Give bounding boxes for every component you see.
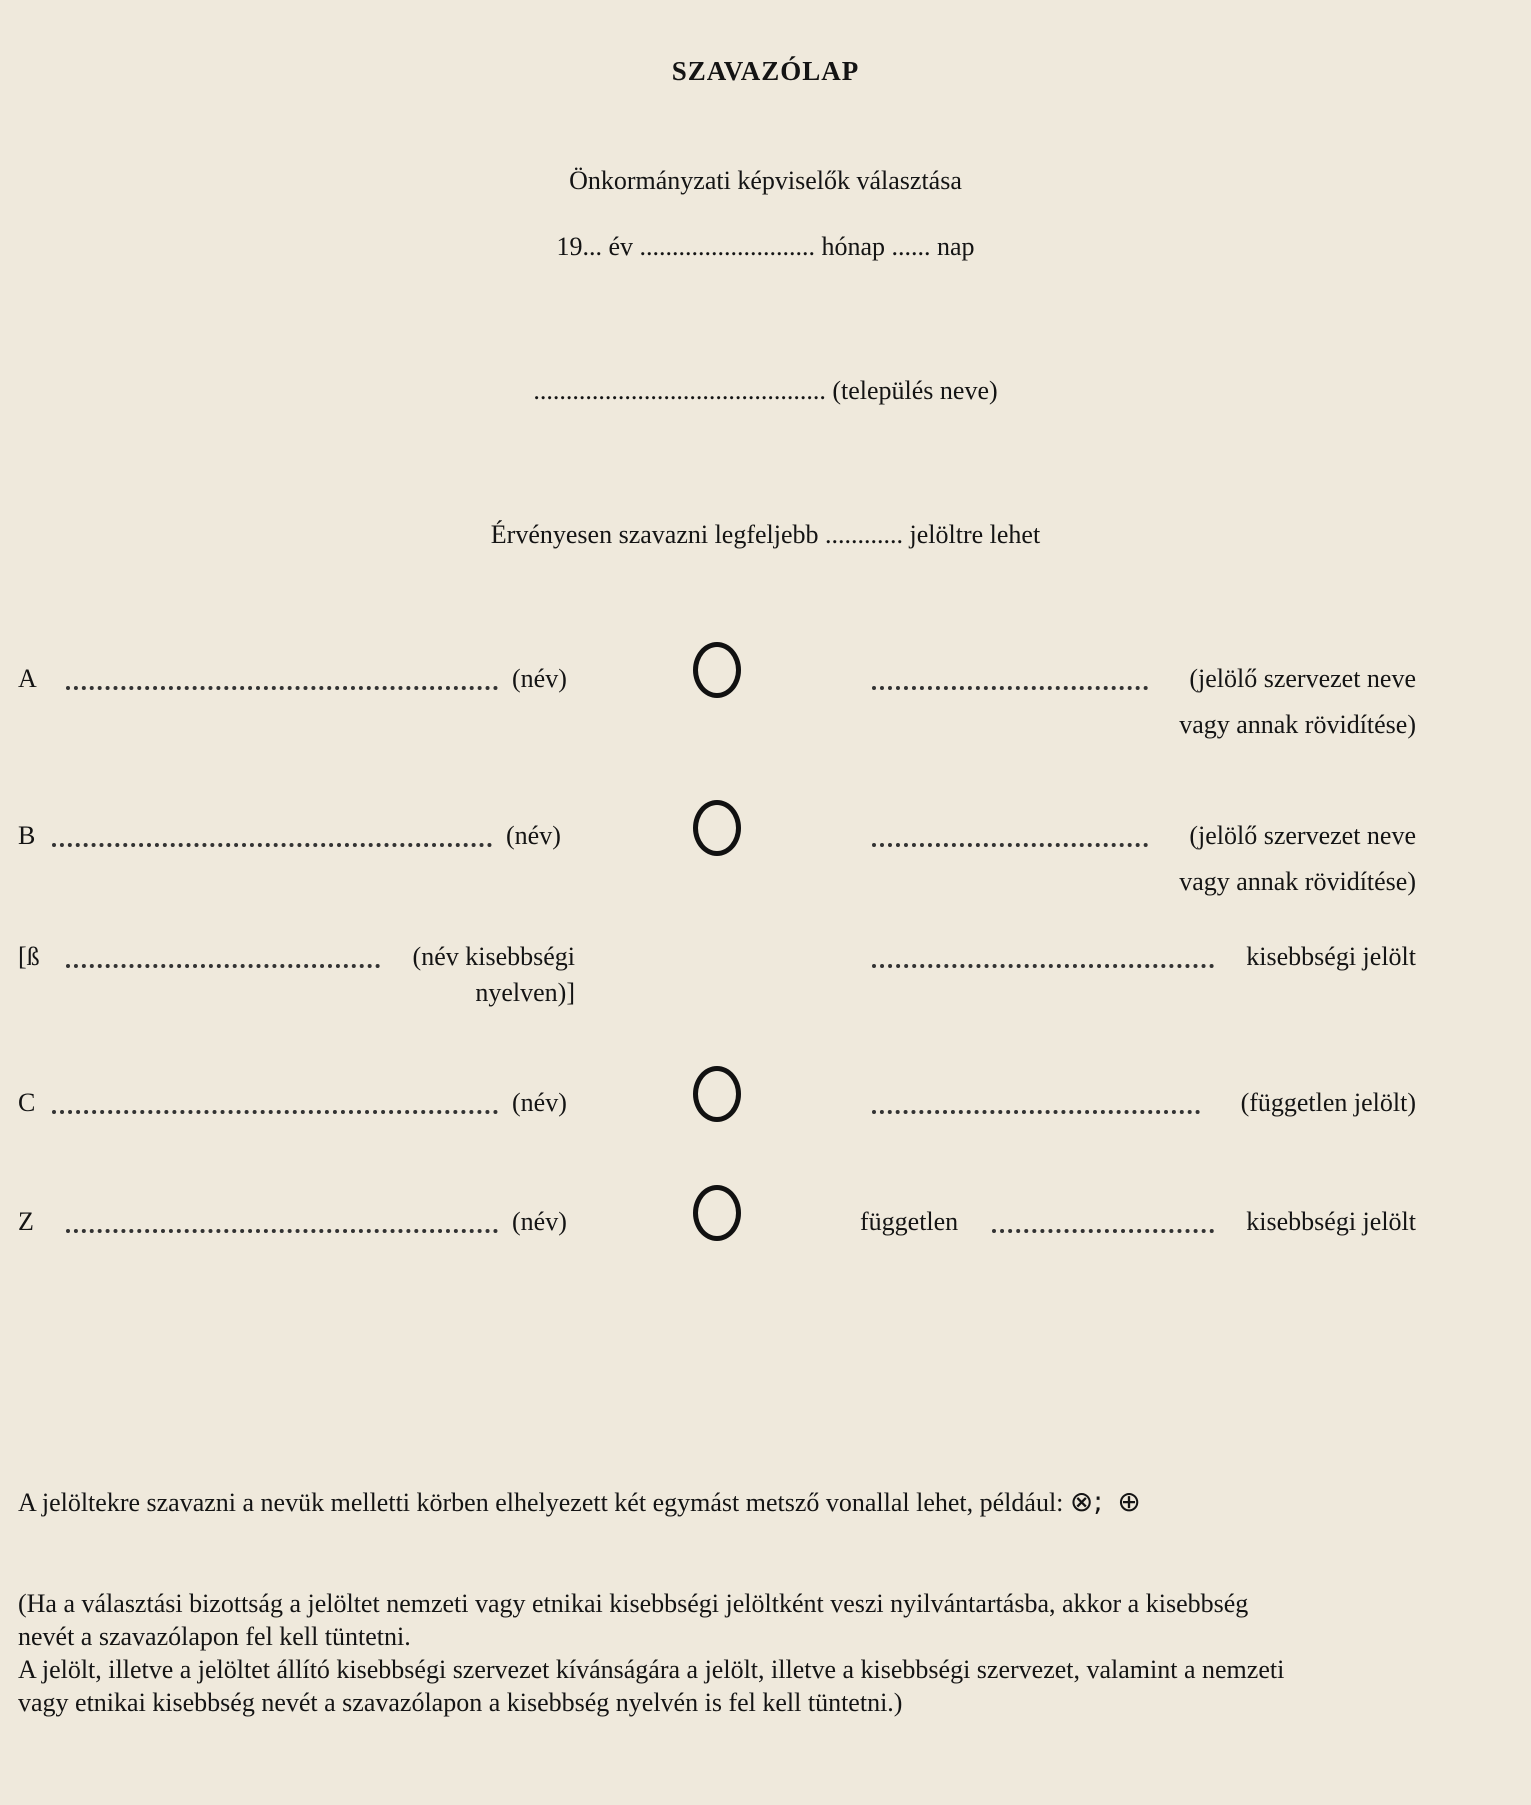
- org-label: (független jelölt): [1240, 1088, 1416, 1117]
- org-dotted-line: [992, 1229, 1214, 1233]
- vote-circle-z[interactable]: [693, 1185, 741, 1241]
- candidate-letter: [ß: [18, 942, 40, 971]
- voting-instruction: [18, 1485, 1141, 1518]
- vote-circle-a[interactable]: [693, 642, 741, 698]
- candidate-letter: C: [18, 1088, 36, 1117]
- name-dotted-line: [52, 1110, 498, 1114]
- note-block: [18, 1587, 1284, 1719]
- settlement-line: ............................................. (település neve): [533, 376, 998, 405]
- org-dotted-line: [872, 686, 1148, 690]
- name-dotted-line: [66, 964, 380, 968]
- name-label: (név): [506, 821, 561, 850]
- candidate-letter: B: [18, 821, 36, 850]
- note-line: A jelölt, illetve a jelöltet állító kisebbségi szervezet kívánságára a jelölt, illetve a kisebbségi szervezet, valamint a nemzeti: [18, 1655, 1285, 1684]
- name-label: (név kisebbségi: [412, 942, 575, 971]
- name-dotted-line: [66, 686, 498, 690]
- independent-prefix: független: [860, 1207, 959, 1236]
- name-dotted-line: [66, 1229, 498, 1233]
- ballot-title: SZAVAZÓLAP: [671, 56, 860, 86]
- plus-circle-icon: ⊕: [1117, 1485, 1141, 1518]
- vote-circle-c[interactable]: [693, 1066, 741, 1122]
- name-dotted-line: [52, 843, 492, 847]
- valid-vote-line: Érvényesen szavazni legfeljebb ............ jelöltre lehet: [490, 520, 1041, 549]
- org-dotted-line: [872, 964, 1214, 968]
- note-line: (Ha a választási bizottság a jelöltet nemzeti vagy etnikai kisebbségi jelöltként veszi nyilvántartásba, akkor a kisebbség: [18, 1589, 1249, 1618]
- org-dotted-line: [872, 1110, 1200, 1114]
- date-line: 19... év ........................... hónap ...... nap: [556, 232, 975, 261]
- org-label: kisebbségi jelölt: [1246, 1207, 1416, 1236]
- name-label-cont: nyelven)]: [475, 978, 575, 1007]
- note-line: vagy etnikai kisebbség nevét a szavazólapon a kisebbség nyelvén is fel kell tüntetni.): [18, 1688, 903, 1717]
- note-line: nevét a szavazólapon fel kell tüntetni.: [18, 1622, 411, 1651]
- name-label: (név): [512, 1088, 567, 1117]
- org-label: kisebbségi jelölt: [1246, 942, 1416, 971]
- instruction-text: A jelöltekre szavazni a nevük melletti körben elhelyezett két egymást metsző vonallal lehet, például:: [18, 1488, 1064, 1517]
- candidate-letter: Z: [18, 1207, 34, 1236]
- org-label: (jelölő szervezet neve: [1189, 821, 1416, 850]
- cross-circle-icon: ⊗;: [1069, 1485, 1103, 1518]
- org-dotted-line: [872, 843, 1148, 847]
- name-label: (név): [512, 1207, 567, 1236]
- org-label: (jelölő szervezet neve: [1189, 664, 1416, 693]
- org-label-cont: vagy annak rövidítése): [1179, 710, 1416, 739]
- candidate-letter: A: [18, 664, 37, 693]
- name-label: (név): [512, 664, 567, 693]
- election-subtitle: Önkormányzati képviselők választása: [569, 166, 962, 195]
- org-label-cont: vagy annak rövidítése): [1179, 867, 1416, 896]
- vote-circle-b[interactable]: [693, 800, 741, 856]
